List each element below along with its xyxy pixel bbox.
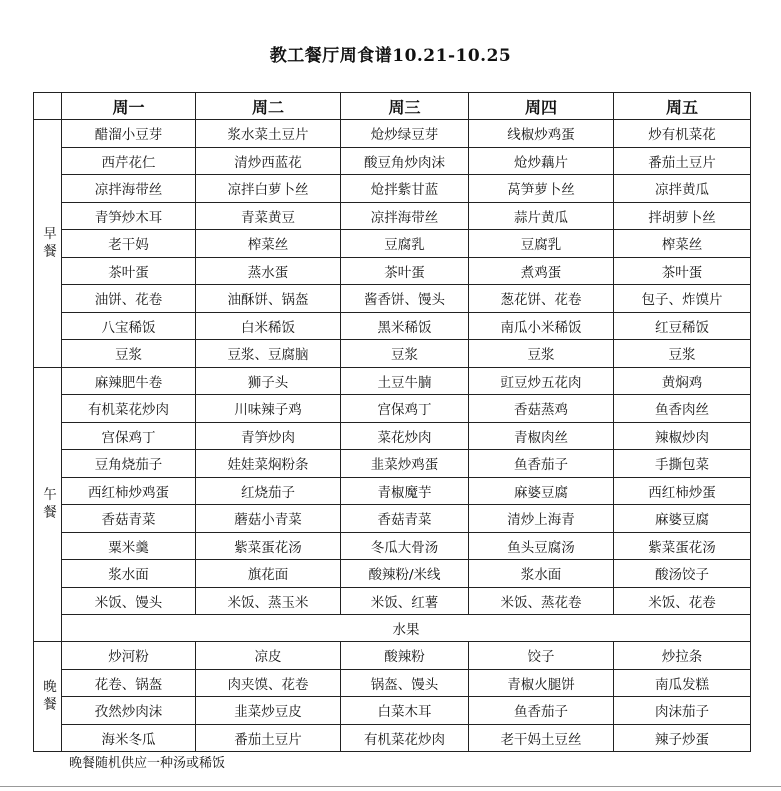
dish-cell: 鱼香肉丝: [614, 395, 751, 423]
dish-cell: 菜花炒肉: [341, 422, 469, 450]
dish-cell: 米饭、红薯: [341, 587, 469, 615]
lunch-row: [34, 395, 751, 423]
dish-cell: 青椒火腿饼: [469, 669, 614, 697]
dish-cell: 莴笋萝卜丝: [469, 175, 614, 203]
dish-cell: 西红柿炒蛋: [614, 477, 751, 505]
dish-cell: 饺子: [469, 642, 614, 670]
dish-cell: 油酥饼、锅盔: [196, 285, 341, 313]
dish-cell: 娃娃菜焖粉条: [196, 450, 341, 478]
dish-cell: 豆浆: [341, 340, 469, 368]
dish-cell: 辣椒炒肉: [614, 422, 751, 450]
dish-cell: 锅盔、馒头: [341, 669, 469, 697]
menu-body: [34, 120, 751, 752]
dish-cell: 凉拌白萝卜丝: [196, 175, 341, 203]
dish-cell: 豆腐乳: [341, 230, 469, 258]
dish-cell: 宫保鸡丁: [62, 422, 196, 450]
dish-cell: 豆腐乳: [469, 230, 614, 258]
dish-cell: 凉拌海带丝: [62, 175, 196, 203]
dish-cell: 白菜木耳: [341, 697, 469, 725]
day-header-thu: 周四: [469, 93, 614, 120]
dish-cell: 紫菜蛋花汤: [614, 532, 751, 560]
dish-cell: 米饭、馒头: [62, 587, 196, 615]
breakfast-row: [34, 202, 751, 230]
breakfast-row: [34, 147, 751, 175]
dish-cell: 清炒上海青: [469, 505, 614, 533]
dish-cell: 拌胡萝卜丝: [614, 202, 751, 230]
dish-cell: 番茄土豆片: [196, 724, 341, 752]
dish-cell: 粟米羹: [62, 532, 196, 560]
divider: [0, 786, 781, 787]
dinner-row: [34, 724, 751, 752]
dish-cell: 米饭、蒸玉米: [196, 587, 341, 615]
dish-cell: 狮子头: [196, 367, 341, 395]
breakfast-row: [34, 312, 751, 340]
breakfast-row: [34, 257, 751, 285]
dish-cell: 豇豆炒五花肉: [469, 367, 614, 395]
dish-cell: 辣子炒蛋: [614, 724, 751, 752]
dish-cell: 宫保鸡丁: [341, 395, 469, 423]
dish-cell: 香菇青菜: [62, 505, 196, 533]
dish-cell: 鱼头豆腐汤: [469, 532, 614, 560]
dish-cell: 酱香饼、馒头: [341, 285, 469, 313]
dish-cell: 青菜黄豆: [196, 202, 341, 230]
dish-cell: 米饭、花卷: [614, 587, 751, 615]
day-header-fri: 周五: [614, 93, 751, 120]
dish-cell: 鱼香茄子: [469, 450, 614, 478]
breakfast-row: [34, 230, 751, 258]
dish-cell: 榨菜丝: [614, 230, 751, 258]
dish-cell: 豆浆: [62, 340, 196, 368]
fruit-cell: 水果: [62, 615, 751, 642]
dish-cell: 花卷、锅盔: [62, 669, 196, 697]
dish-cell: 肉沫茄子: [614, 697, 751, 725]
dish-cell: 榨菜丝: [196, 230, 341, 258]
dish-cell: 西芹花仁: [62, 147, 196, 175]
dish-cell: 西红柿炒鸡蛋: [62, 477, 196, 505]
lunch-section-label: 午餐: [34, 367, 62, 642]
dish-cell: 红豆稀饭: [614, 312, 751, 340]
breakfast-section-label: 早餐: [34, 120, 62, 368]
dish-cell: 香菇蒸鸡: [469, 395, 614, 423]
lunch-row: [34, 560, 751, 588]
dish-cell: 白米稀饭: [196, 312, 341, 340]
dish-cell: 醋溜小豆芽: [62, 120, 196, 148]
dish-cell: 豆角烧茄子: [62, 450, 196, 478]
dish-cell: 青笋炒肉: [196, 422, 341, 450]
dish-cell: 酸辣粉: [341, 642, 469, 670]
dish-cell: 葱花饼、花卷: [469, 285, 614, 313]
dish-cell: 有机菜花炒肉: [341, 724, 469, 752]
dish-cell: 黄焖鸡: [614, 367, 751, 395]
dinner-row: [34, 697, 751, 725]
dish-cell: 豆浆: [469, 340, 614, 368]
dish-cell: 浆水面: [469, 560, 614, 588]
dish-cell: 川味辣子鸡: [196, 395, 341, 423]
lunch-row: [34, 477, 751, 505]
lunch-row: [34, 450, 751, 478]
dish-cell: 冬瓜大骨汤: [341, 532, 469, 560]
dish-cell: 蘑菇小青菜: [196, 505, 341, 533]
dish-cell: 豆浆: [614, 340, 751, 368]
dish-cell: 蒸水蛋: [196, 257, 341, 285]
dish-cell: 旗花面: [196, 560, 341, 588]
dish-cell: 青椒肉丝: [469, 422, 614, 450]
dish-cell: 黑米稀饭: [341, 312, 469, 340]
dish-cell: 包子、炸馍片: [614, 285, 751, 313]
lunch-row: [34, 532, 751, 560]
dish-cell: 浆水菜土豆片: [196, 120, 341, 148]
dish-cell: 炒有机菜花: [614, 120, 751, 148]
dish-cell: 番茄土豆片: [614, 147, 751, 175]
footnote: 晚餐随机供应一种汤或稀饭: [69, 756, 226, 771]
breakfast-row: [34, 120, 751, 148]
dish-cell: 肉夹馍、花卷: [196, 669, 341, 697]
dish-cell: 油饼、花卷: [62, 285, 196, 313]
day-header-wed: 周三: [341, 93, 469, 120]
weekly-menu-table: [33, 92, 751, 752]
breakfast-row: [34, 285, 751, 313]
dish-cell: 有机菜花炒肉: [62, 395, 196, 423]
dish-cell: 炝炒藕片: [469, 147, 614, 175]
dish-cell: 紫菜蛋花汤: [196, 532, 341, 560]
corner-cell: [34, 93, 62, 120]
dish-cell: 手撕包菜: [614, 450, 751, 478]
dish-cell: 凉皮: [196, 642, 341, 670]
dish-cell: 韭菜炒鸡蛋: [341, 450, 469, 478]
dish-cell: 豆浆、豆腐脑: [196, 340, 341, 368]
lunch-row: [34, 505, 751, 533]
dish-cell: 炒河粉: [62, 642, 196, 670]
day-header-row: [34, 93, 751, 120]
dish-cell: 青椒魔芋: [341, 477, 469, 505]
dish-cell: 炝拌紫甘蓝: [341, 175, 469, 203]
dish-cell: 红烧茄子: [196, 477, 341, 505]
dish-cell: 炒拉条: [614, 642, 751, 670]
dish-cell: 线椒炒鸡蛋: [469, 120, 614, 148]
dinner-section-label: 晚餐: [34, 642, 62, 752]
dinner-row: [34, 669, 751, 697]
dish-cell: 茶叶蛋: [614, 257, 751, 285]
dish-cell: 麻婆豆腐: [614, 505, 751, 533]
dinner-row: [34, 642, 751, 670]
page-title: 教工餐厅周食谱10.21-10.25: [269, 46, 512, 66]
lunch-row: [34, 422, 751, 450]
dish-cell: 凉拌黄瓜: [614, 175, 751, 203]
dish-cell: 老干妈: [62, 230, 196, 258]
dish-cell: 韭菜炒豆皮: [196, 697, 341, 725]
dish-cell: 孜然炒肉沫: [62, 697, 196, 725]
dish-cell: 茶叶蛋: [341, 257, 469, 285]
dish-cell: 香菇青菜: [341, 505, 469, 533]
lunch-row: [34, 367, 751, 395]
dish-cell: 南瓜发糕: [614, 669, 751, 697]
dish-cell: 茶叶蛋: [62, 257, 196, 285]
dish-cell: 酸豆角炒肉沫: [341, 147, 469, 175]
fruit-row: [34, 615, 751, 642]
dish-cell: 土豆牛腩: [341, 367, 469, 395]
dish-cell: 米饭、蒸花卷: [469, 587, 614, 615]
dish-cell: 老干妈土豆丝: [469, 724, 614, 752]
dish-cell: 浆水面: [62, 560, 196, 588]
dish-cell: 鱼香茄子: [469, 697, 614, 725]
dish-cell: 清炒西蓝花: [196, 147, 341, 175]
dish-cell: 酸汤饺子: [614, 560, 751, 588]
dish-cell: 炝炒绿豆芽: [341, 120, 469, 148]
day-header-tue: 周二: [196, 93, 341, 120]
dish-cell: 煮鸡蛋: [469, 257, 614, 285]
day-header-mon: 周一: [62, 93, 196, 120]
breakfast-row: [34, 175, 751, 203]
dish-cell: 海米冬瓜: [62, 724, 196, 752]
dish-cell: 青笋炒木耳: [62, 202, 196, 230]
dish-cell: 麻辣肥牛卷: [62, 367, 196, 395]
dish-cell: 麻婆豆腐: [469, 477, 614, 505]
breakfast-row: [34, 340, 751, 368]
dish-cell: 凉拌海带丝: [341, 202, 469, 230]
dish-cell: 南瓜小米稀饭: [469, 312, 614, 340]
dish-cell: 酸辣粉/米线: [341, 560, 469, 588]
dish-cell: 八宝稀饭: [62, 312, 196, 340]
lunch-row: [34, 587, 751, 615]
dish-cell: 蒜片黄瓜: [469, 202, 614, 230]
